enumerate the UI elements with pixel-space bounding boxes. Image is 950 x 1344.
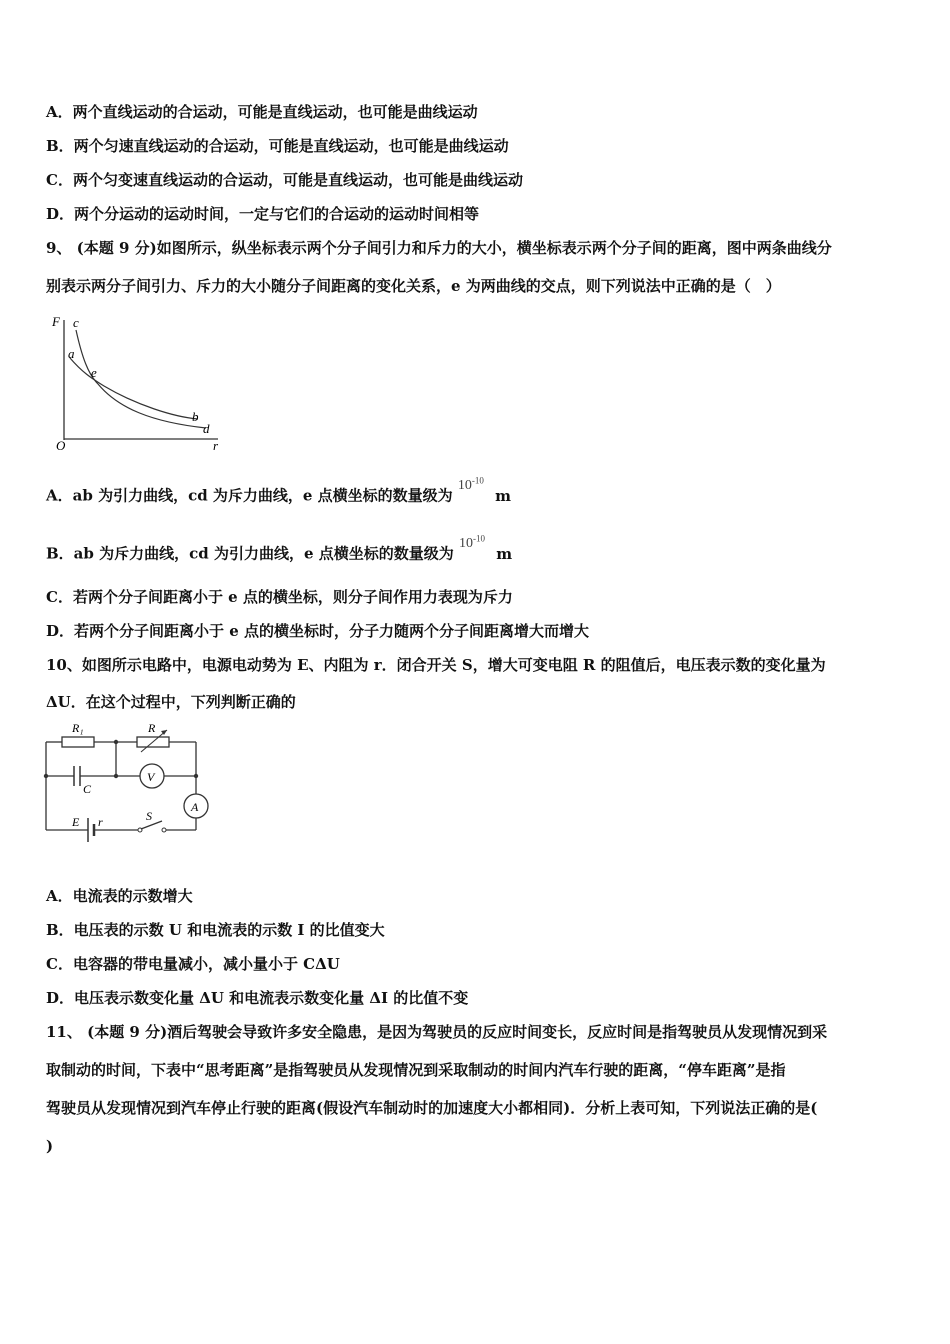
q9-option-b-unit: m — [496, 544, 513, 563]
q11-stem-line3: 驾驶员从发现情况到汽车停止行驶的距离(假设汽车制动时的加速度大小都相同)．分析上表可知，下列说法正确的是( — [46, 1099, 818, 1117]
q9-label-O: O — [56, 438, 66, 453]
q10-option-c: C．电容器的带电量减小，减小量小于 CΔU — [46, 955, 340, 973]
q9-curve-ab — [70, 358, 198, 419]
q10-label-a: A — [191, 800, 199, 814]
q9-option-b-exp-base: 10 — [458, 535, 473, 551]
q9-label-r: r — [213, 438, 219, 453]
q9-option-d: D．若两个分子间距离小于 e 点的横坐标时，分子力随两个分子间距离增大而增大 — [46, 622, 589, 640]
q11-stem-line4: ) — [46, 1137, 54, 1155]
q10-option-a: A．电流表的示数增大 — [46, 887, 193, 905]
q10-label-c: C — [83, 782, 92, 796]
q9-option-b-exp — [459, 528, 485, 554]
q10-stem-line1: 10、如图所示电路中，电源电动势为 E、内阻为 r．闭合开关 S，增大可变电阻 R 的阻值后，电压表示数的变化量为 — [46, 656, 826, 674]
q11-stem-line1: 11、 (本题 9 分)酒后驾驶会导致许多安全隐患，是因为驾驶员的反应时间变长，反应时间是指驾驶员从发现情况到采 — [46, 1023, 828, 1041]
q8-option-a: A．两个直线运动的合运动，可能是直线运动，也可能是曲线运动 — [46, 103, 478, 121]
q9-option-b-exp-power: -10 — [472, 533, 485, 543]
q10-resistor-r1 — [62, 737, 94, 747]
q9-option-a — [46, 475, 512, 508]
q9-option-b-text: B．ab 为斥力曲线，cd 为引力曲线，e 点横坐标的数量级为 — [46, 544, 454, 563]
q8-option-d: D．两个分运动的运动时间，一定与它们的合运动的运动时间相等 — [46, 205, 480, 223]
q9-label-e: e — [91, 365, 97, 380]
q10-label-internal-r: r — [98, 815, 103, 829]
q9-stem-line2: 别表示两分子间引力、斥力的大小随分子间距离的变化关系，e 为两曲线的交点，则下列说法中正确的是（ ） — [46, 277, 781, 295]
q9-label-a: a — [68, 346, 75, 361]
q9-force-graph — [46, 312, 236, 460]
q9-label-b: b — [192, 409, 199, 424]
q10-label-r1: R₁ — [72, 721, 84, 735]
q8-option-c: C．两个匀变速直线运动的合运动，可能是直线运动，也可能是曲线运动 — [46, 171, 523, 189]
q10-label-s: S — [146, 809, 152, 823]
q10-option-b: B．电压表的示数 U 和电流表的示数 I 的比值变大 — [46, 921, 385, 939]
q8-option-b: B．两个匀速直线运动的合运动，可能是直线运动，也可能是曲线运动 — [46, 137, 509, 155]
q10-option-d: D．电压表示数变化量 ΔU 和电流表示数变化量 ΔI 的比值不变 — [46, 989, 469, 1007]
q9-label-d: d — [203, 421, 210, 436]
q9-option-a-text: A．ab 为引力曲线，cd 为斥力曲线，e 点横坐标的数量级为 — [46, 486, 453, 505]
q10-label-r: R — [148, 721, 156, 735]
q9-option-a-exp-power: -10 — [471, 475, 484, 485]
q9-option-a-exp — [458, 470, 484, 496]
q10-circuit-diagram — [40, 718, 220, 858]
q9-label-F: F — [52, 314, 60, 329]
q9-stem-line1: 9、 (本题 9 分)如图所示，纵坐标表示两个分子间引力和斥力的大小，横坐标表示两个分子间的距离，图中两条曲线分 — [46, 239, 832, 257]
q9-option-a-exp-base: 10 — [457, 477, 472, 493]
q11-stem-line2: 取制动的时间，下表中“思考距离”是指驾驶员从发现情况到采取制动的时间内汽车行驶的距离，“停车距离”是指 — [46, 1061, 786, 1079]
q9-label-c: c — [73, 315, 79, 330]
q10-label-v: V — [147, 770, 155, 784]
q9-option-b — [46, 533, 513, 566]
q9-option-a-unit: m — [495, 486, 512, 505]
q9-option-c: C．若两个分子间距离小于 e 点的横坐标，则分子间作用力表现为斥力 — [46, 588, 513, 606]
q10-label-e: E — [72, 815, 80, 829]
q10-stem-line2: ΔU．在这个过程中，下列判断正确的 — [46, 693, 296, 711]
